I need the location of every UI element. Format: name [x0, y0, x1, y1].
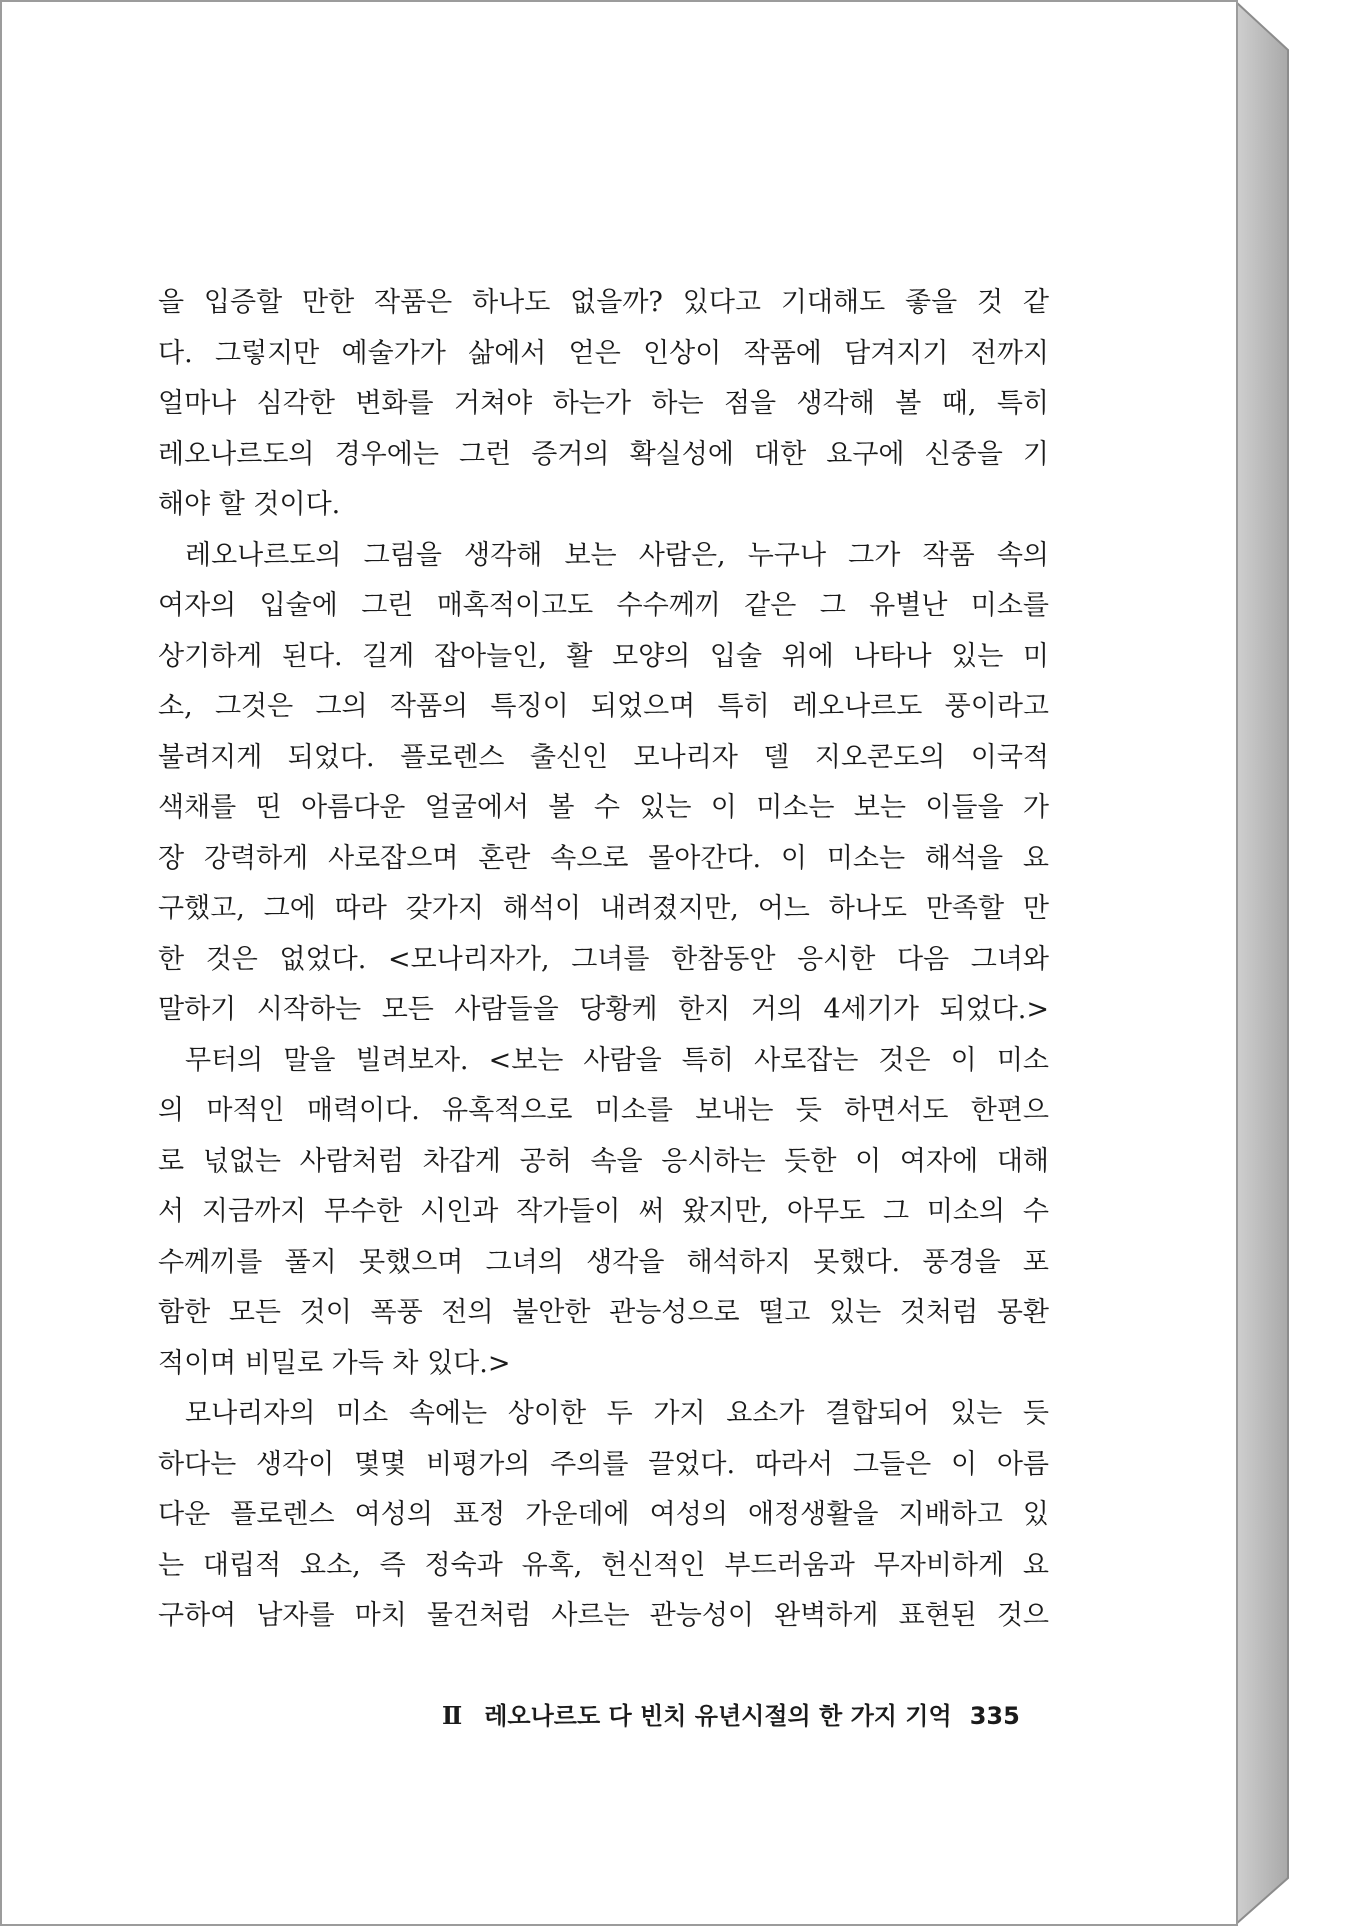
text-line: 상기하게 된다. 길게 잡아늘인, 활 모양의 입술 위에 나타나 있는 미	[158, 640, 1049, 672]
text-line: 로 넋없는 사람처럼 차갑게 공허 속을 응시하는 듯한 이 여자에 대해	[158, 1145, 1049, 1177]
running-footer	[442, 1696, 1020, 1736]
text-line: 색채를 띤 아름다운 얼굴에서 볼 수 있는 이 미소는 보는 이들을 가	[158, 792, 1049, 823]
text-line: 하다는 생각이 몇몇 비평가의 주의를 끌었다. 따라서 그들은 이 아름	[158, 1448, 1049, 1480]
chapter-numeral: Ⅱ	[442, 1701, 463, 1730]
text-line: 다. 그렇지만 예술가가 삶에서 얻은 인상이 작품에 담겨지기 전까지	[158, 337, 1049, 369]
text-line: 는 대립적 요소, 즉 정숙과 유혹, 헌신적인 부드러움과 무자비하게 요	[158, 1549, 1049, 1581]
text-line: 수께끼를 풀지 못했으며 그녀의 생각을 해석하지 못했다. 풍경을 포	[158, 1246, 1049, 1278]
text-line: 무터의 말을 빌려보자. <보는 사람을 특히 사로잡는 것은 이 미소	[185, 1044, 1049, 1076]
running-title: 레오나르도 다 빈치 유년시절의 한 가지 기억	[484, 1702, 952, 1730]
text-line: 적이며 비밀로 가득 차 있다.>	[158, 1347, 511, 1379]
text-line: 레오나르도의 그림을 생각해 보는 사람은, 누구나 그가 작품 속의	[185, 539, 1049, 571]
paragraph	[158, 278, 1049, 531]
text-line: 레오나르도의 경우에는 그런 증거의 확실성에 대한 요구에 신중을 기	[158, 438, 1049, 470]
text-line: 불려지게 되었다. 플로렌스 출신인 모나리자 델 지오콘도의 이국적	[158, 741, 1049, 773]
text-line: 의 마적인 매력이다. 유혹적으로 미소를 보내는 듯 하면서도 한편으	[158, 1095, 1049, 1126]
body-text	[158, 278, 1049, 1642]
paragraph	[158, 1036, 1049, 1390]
text-line: 한 것은 없었다. <모나리자가, 그녀를 한참동안 응시한 다음 그녀와	[158, 943, 1049, 975]
text-line: 구했고, 그에 따라 갖가지 해석이 내려졌지만, 어느 하나도 만족할 만	[158, 893, 1049, 924]
text-line: 다운 플로렌스 여성의 표정 가운데에 여성의 애정생활을 지배하고 있	[158, 1499, 1049, 1530]
text-line: 여자의 입술에 그린 매혹적이고도 수수께끼 같은 그 유별난 미소를	[158, 590, 1049, 621]
text-line: 말하기 시작하는 모든 사람들을 당황케 한지 거의 4세기가 되었다.>	[158, 994, 1049, 1025]
book-page-edge	[1234, 0, 1304, 1926]
text-line: 소, 그것은 그의 작품의 특징이 되었으며 특히 레오나르도 풍이라고	[158, 691, 1049, 722]
text-line: 모나리자의 미소 속에는 상이한 두 가지 요소가 결합되어 있는 듯	[185, 1398, 1049, 1429]
text-line: 장 강력하게 사로잡으며 혼란 속으로 몰아간다. 이 미소는 해석을 요	[158, 842, 1049, 874]
text-line: 얼마나 심각한 변화를 거쳐야 하는가 하는 점을 생각해 볼 때, 특히	[158, 388, 1049, 419]
text-line: 구하여 남자를 마치 물건처럼 사르는 관능성이 완벽하게 표현된 것으	[158, 1600, 1049, 1631]
text-line: 해야 할 것이다.	[158, 489, 341, 520]
paragraph	[158, 531, 1049, 1036]
text-line: 서 지금까지 무수한 시인과 작가들이 써 왔지만, 아무도 그 미소의 수	[158, 1196, 1049, 1227]
text-line: 함한 모든 것이 폭풍 전의 불안한 관능성으로 떨고 있는 것처럼 몽환	[158, 1297, 1049, 1328]
paragraph	[158, 1389, 1049, 1642]
page-number: 335	[969, 1702, 1020, 1730]
text-line: 을 입증할 만한 작품은 하나도 없을까? 있다고 기대해도 좋을 것 같	[158, 287, 1049, 318]
